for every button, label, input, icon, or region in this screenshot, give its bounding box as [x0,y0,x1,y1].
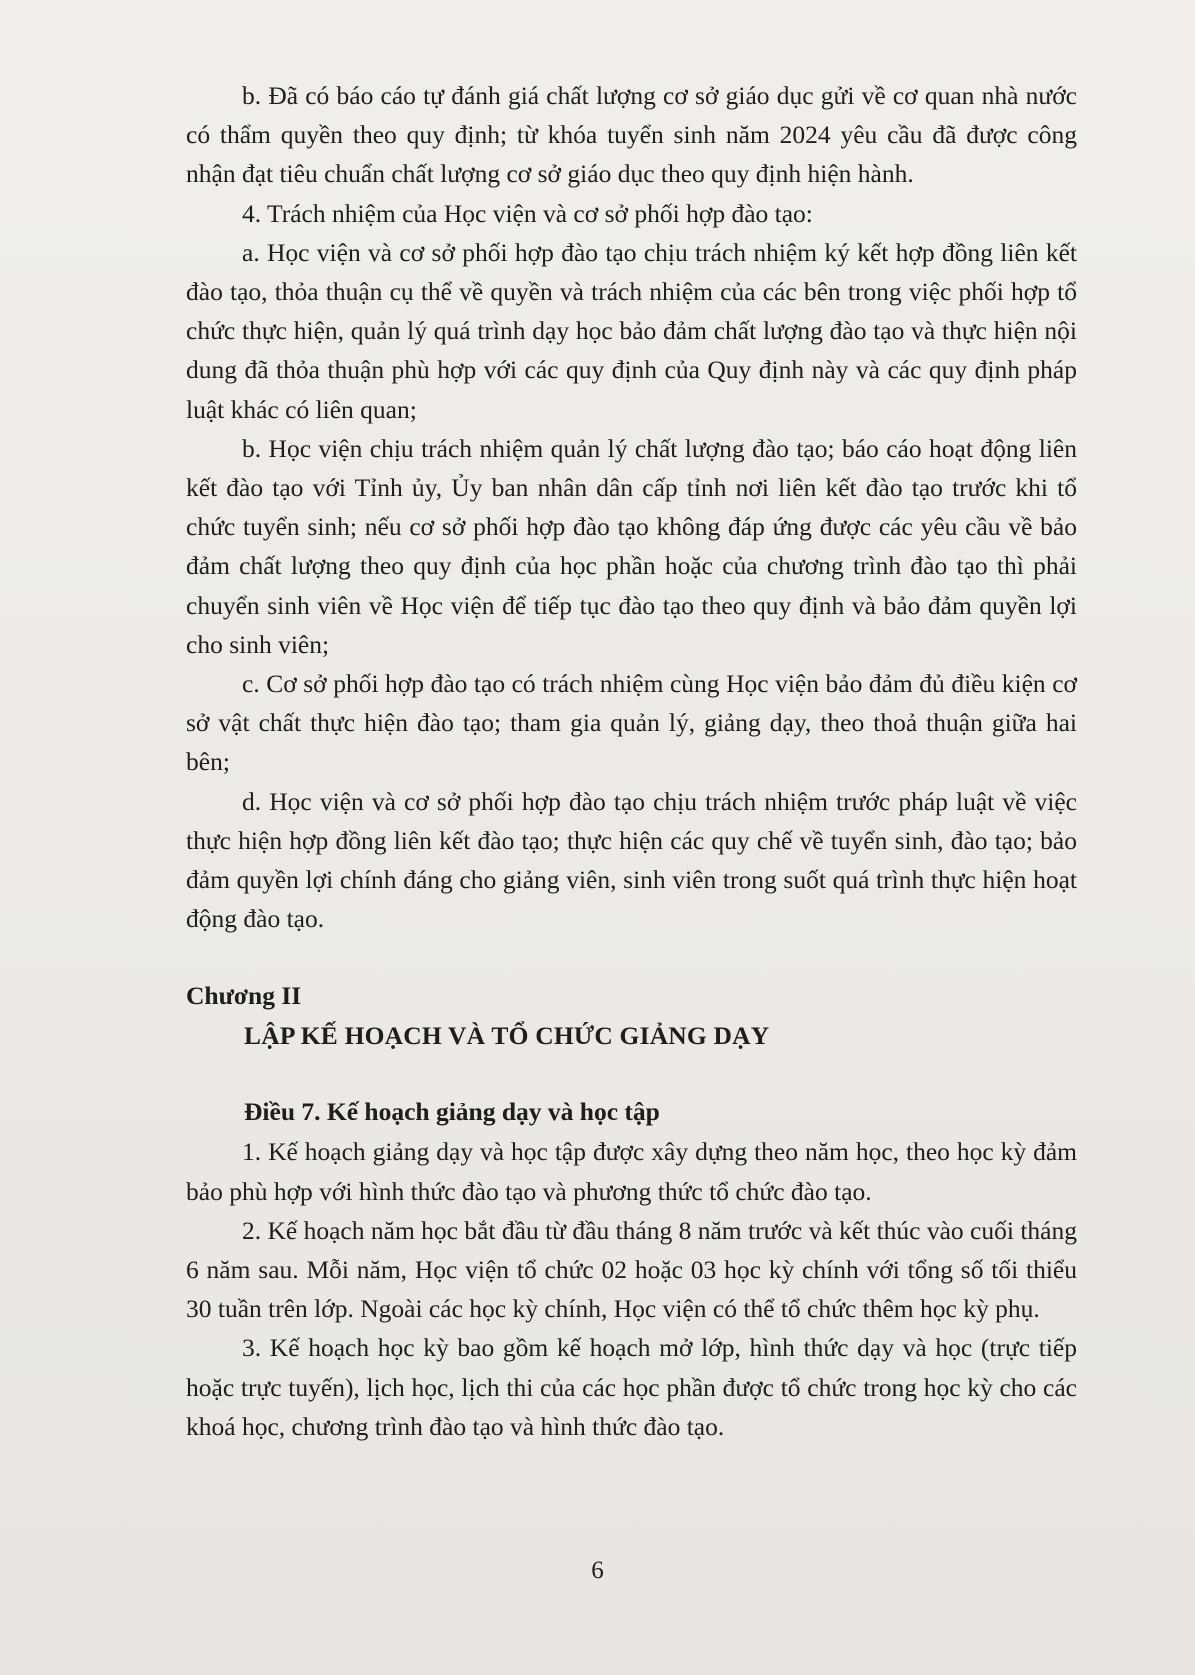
paragraph-4a: a. Học viện và cơ sở phối hợp đào tạo chịu trách nhiệm ký kết hợp đồng liên kết đào tạo, thỏa thuận cụ thể về quyền và trách nhiệm của các bên trong việc phối hợp tổ chức thực hiện, quản lý quá trình dạy học bảo đảm chất lượng đào tạo và thực hiện nội dung đã thỏa thuận phù hợp với các quy định của Quy định này và các quy định pháp luật khác có liên quan; [186,237,1077,424]
paragraph-4b: b. Học viện chịu trách nhiệm quản lý chất lượng đào tạo; báo cáo hoạt động liên kết đào tạo với Tỉnh ủy, Ủy ban nhân dân cấp tỉnh nơi liên kết đào tạo trước khi tổ chức tuyển sinh; nếu cơ sở phối hợp đào tạo không đáp ứng được các yêu cầu về bảo đảm chất lượng theo quy định của học phần hoặc của chương trình đào tạo thì phải chuyển sinh viên về Học viện để tiếp tục đào tạo theo quy định và bảo đảm quyền lợi cho sinh viên; [186,433,1077,659]
paragraph-4c: c. Cơ sở phối hợp đào tạo có trách nhiệm cùng Học viện bảo đảm đủ điều kiện cơ sở vật chất thực hiện đào tạo; tham gia quản lý, giảng dạy, theo thoả thuận giữa hai bên; [186,669,1077,777]
spacer [186,1056,1077,1092]
page-number: 6 [591,1557,604,1584]
chapter-label: Chương II [186,981,302,1011]
spacer [186,938,1077,976]
chapter-title: LẬP KẾ HOẠCH VÀ TỔ CHỨC GIẢNG DẠY [244,1021,770,1051]
paragraph-7-3: 3. Kế hoạch học kỳ bao gồm kế hoạch mở lớp, hình thức dạy và học (trực tiếp hoặc trực tuyến), lịch học, lịch thi của các học phần được tổ chức trong học kỳ cho các khoá học, chương trình đào tạo và hình thức đào tạo. [186,1333,1077,1441]
paragraph-3b: b. Đã có báo cáo tự đánh giá chất lượng cơ sở giáo dục gửi về cơ quan nhà nước có thẩm quyền theo quy định; từ khóa tuyển sinh năm 2024 yêu cầu đã được công nhận đạt tiêu chuẩn chất lượng cơ sở giáo dục theo quy định hiện hành. [186,81,1077,189]
paragraph-4d: d. Học viện và cơ sở phối hợp đào tạo chịu trách nhiệm trước pháp luật về việc thực hiện hợp đồng liên kết đào tạo; thực hiện các quy chế về tuyển sinh, đào tạo; bảo đảm quyền lợi chính đáng cho giảng viên, sinh viên trong suốt quá trình thực hiện hoạt động đào tạo. [186,786,1077,934]
paragraph-7-1: 1. Kế hoạch giảng dạy và học tập được xây dựng theo năm học, theo học kỳ đảm bảo phù hợp với hình thức đào tạo và phương thức tổ chức đào tạo. [186,1137,1077,1206]
paragraph-7-2: 2. Kế hoạch năm học bắt đầu từ đầu tháng 8 năm trước và kết thúc vào cuối tháng 6 năm sau. Mỗi năm, Học viện tổ chức 02 hoặc 03 học kỳ chính với tổng số tối thiểu 30 tuần trên lớp. Ngoài các học kỳ chính, Học viện có thể tổ chức thêm học kỳ phụ. [186,1215,1077,1324]
article-title: Điều 7. Kế hoạch giảng dạy và học tập [244,1097,660,1127]
paragraph-4-heading: 4. Trách nhiệm của Học viện và cơ sở phối hợp đào tạo: [242,198,813,228]
